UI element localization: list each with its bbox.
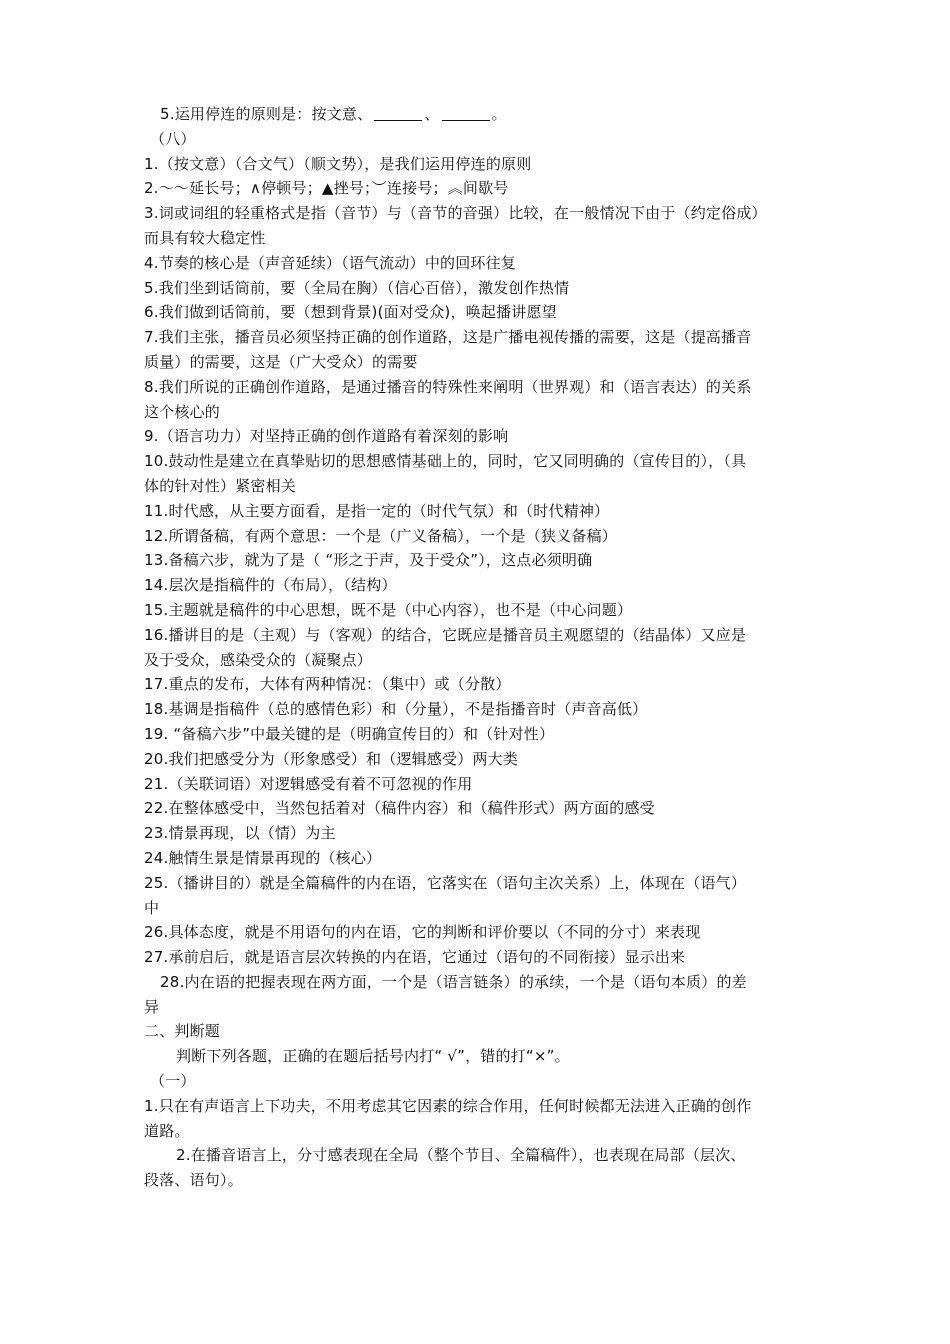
text-line: 段落、语句）。 xyxy=(144,1171,243,1190)
line-text: 5.运用停连的原则是：按文意、 xyxy=(160,105,373,123)
text-line: 14.层次是指稿件的（布局），（结构） xyxy=(144,576,397,595)
instructions: 判断下列各题，正确的在题后括号内打“ √”，错的打“×”。 xyxy=(176,1047,570,1066)
text-line: 10.鼓动性是建立在真挚贴切的思想感情基础上的，同时，它又同明确的（宣传目的），（具 xyxy=(144,452,747,471)
section-heading: 二、判断题 xyxy=(144,1022,221,1041)
text-line: 1.（按文意）（合文气）（顺文势），是我们运用停连的原则 xyxy=(144,154,532,173)
text-line: 28.内在语的把握表现在两方面，一个是（语言链条）的承续，一个是（语句本质）的差 xyxy=(160,972,747,991)
text-line: 1.只在有声语言上下功夫，不用考虑其它因素的综合作用，任何时候都无法进入正确的创作 xyxy=(144,1096,752,1115)
text-line: 25.（播讲目的）就是全篇稿件的内在语，它落实在（语句主次关系）上，体现在（语气） xyxy=(144,873,747,892)
text-line: 11.时代感，从主要方面看，是指一定的（时代气氛）和（时代精神） xyxy=(144,501,610,520)
section-heading: （一） xyxy=(150,1072,196,1091)
text-line: 体的针对性）紧密相关 xyxy=(144,476,297,495)
text-line: 26.具体态度，就是不用语句的内在语，它的判断和评价要以（不同的分寸）来表现 xyxy=(144,923,701,942)
text-line: 道路。 xyxy=(144,1121,190,1140)
text-line: 质量）的需要，这是（广大受众）的需要 xyxy=(144,352,418,371)
text-line: 27.承前启后，就是语言层次转换的内在语，它通过（语句的不同衔接）显示出来 xyxy=(144,948,686,967)
text-line: 15.主题就是稿件的中心思想，既不是（中心内容），也不是（中心问题） xyxy=(144,600,633,619)
text-line: 8.我们所说的正确创作道路，是通过播音的特殊性来阐明（世界观）和（语言表达）的关系 xyxy=(144,377,752,396)
text-line: 及于受众，感染受众的（凝聚点） xyxy=(144,650,373,669)
text-line: 19. “备稿六步”中最关键的是（明确宣传目的）和（针对性） xyxy=(144,724,555,743)
text-line: 7.我们主张，播音员必须坚持正确的创作道路，这是广播电视传播的需要，这是（提高播音 xyxy=(144,328,752,347)
text-line: 20.我们把感受分为（形象感受）和（逻辑感受）两大类 xyxy=(144,749,519,768)
text-line: 17.重点的发布，大体有两种情况：（集中）或（分散） xyxy=(144,675,511,694)
text-line: 24.触情生景是情景再现的（核心） xyxy=(144,848,382,867)
text-line: 22.在整体感受中，当然包括着对（稿件内容）和（稿件形式）两方面的感受 xyxy=(144,799,655,818)
section-heading: （八） xyxy=(150,129,196,148)
document-body xyxy=(144,102,816,1193)
text-line: 18.基调是指稿件（总的感情色彩）和（分量），不是指播音时（声音高低） xyxy=(144,700,648,719)
text-line: 16.播讲目的是（主观）与（客观）的结合，它既应是播音员主观愿望的（结晶体）又应是 xyxy=(144,625,747,644)
text-line: 这个核心的 xyxy=(144,402,221,421)
fill-blank xyxy=(374,104,422,121)
text-line: 3.词或词组的轻重格式是指（音节）与（音节的音强）比较，在一般情况下由于（约定俗成） xyxy=(144,204,767,223)
separator: 、 xyxy=(424,105,440,123)
text-line xyxy=(144,102,816,127)
text-line: 12.所谓备稿，有两个意思：一个是（广义备稿），一个是（狭义备稿） xyxy=(144,526,617,545)
text-line: 2.～～延长号；∧停顿号；▲挫号；︶连接号；︽间歇号 xyxy=(144,179,509,198)
text-line: 21.（关联词语）对逻辑感受有着不可忽视的作用 xyxy=(144,774,473,793)
period: 。 xyxy=(491,105,507,123)
text-line: 6.我们做到话筒前，要（想到背景)(面对受众)，唤起播讲愿望 xyxy=(144,303,557,322)
text-line: 9.（语言功力）对坚持正确的创作道路有着深刻的影响 xyxy=(144,427,509,446)
text-line: 23.情景再现，以（情）为主 xyxy=(144,824,336,843)
text-line: 13.备稿六步，就为了是（ “形之于声，及于受众”），这点必须明确 xyxy=(144,551,593,570)
text-line: 中 xyxy=(144,898,160,917)
text-line: 4.节奏的核心是（声音延续）（语气流动）中的回环往复 xyxy=(144,253,517,272)
text-line: 异 xyxy=(144,997,160,1016)
text-line: 而具有较大稳定性 xyxy=(144,228,266,247)
text-line: 2.在播音语言上，分寸感表现在全局（整个节目、全篇稿件），也表现在局部（层次、 xyxy=(176,1146,746,1165)
text-line: 5.我们坐到话筒前，要（全局在胸）（信心百倍），激发创作热情 xyxy=(144,278,570,297)
fill-blank xyxy=(442,104,490,121)
